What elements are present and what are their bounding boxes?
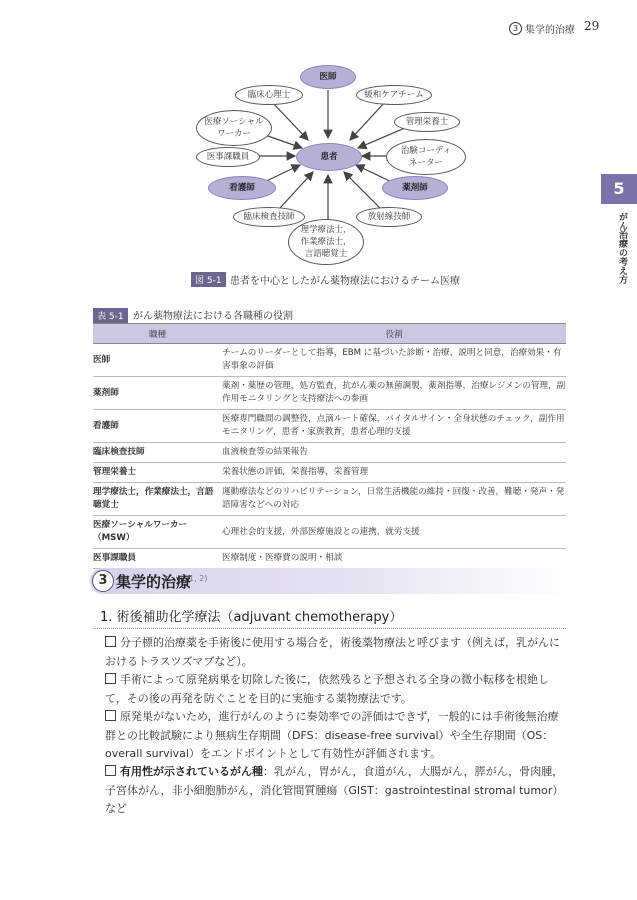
arrow-psych [272,102,308,140]
figure-label: 図 5-1 [191,272,226,287]
bullet-item: 手術によって原発病巣を切除した後に，依然残ると予想される全身の微小転移を根絶して，その後の再発を防ぐことを目的に実施する薬物療法です。 [105,673,549,705]
node-crc: 治験コーディ ネーター [386,139,466,175]
header-section-number: 3 [509,22,522,35]
node-radiology-technician: 放射線技師 [356,207,422,227]
table-header-duty: 役割 [222,324,566,344]
page-number: 29 [584,19,600,33]
chapter-tab-title: がん治療の考え方 [617,212,627,284]
arrow-palliative [350,102,385,140]
checkbox-icon [105,765,116,776]
subsection-title: 1. 術後補助化学療法（adjuvant chemotherapy） [100,610,403,625]
node-rehab-therapists: 理学療法士， 作業療法士， 言語聴覚士 [288,219,364,265]
table-label: 表 5-1 [93,308,128,323]
node-patient: 患者 [296,143,362,171]
bullet-lead: 有用性が示されているがん種 [120,765,263,778]
node-nurse: 看護師 [208,176,276,200]
arrow-labtech [280,172,313,208]
figure-caption: 患者を中心としたがん薬物療法におけるチーム医療 [230,276,460,287]
table-row: 医師 チームのリーダーとして指導，EBM に基づいた診断・治療，説明と同意，治療効果・有害事象の評価 [93,344,566,377]
checkbox-icon [105,673,116,684]
arrow-msw [265,135,302,148]
bullet-item: 有用性が示されているがん種：乳がん，胃がん，食道がん，大腸がん，膵がん，骨肉腫，子宮体がん，非小細胞肺がん，消化管間質腫瘍（GIST：gastrointestinal stromal tumor）など [105,765,564,815]
section-references: 1, 2) [189,574,208,583]
checkbox-icon [105,710,116,721]
node-pharmacist: 薬剤師 [382,176,448,200]
table-row: 管理栄養士 栄養状態の評価，栄養指導，栄養管理 [93,463,566,483]
header-section-title: 集学的治療 [525,25,575,36]
table-row: 薬剤師 薬剤・薬歴の管理，処方監査，抗がん薬の無菌調製，薬剤指導，治療レジメンの管理，副作用モニタリングと支持療法への参画 [93,377,566,410]
bullet-item: 原発巣がないため，進行がんのように奏効率での評価はできず，一般的には手術後無治療群との比較試験により無病生存期間（DFS：disease-free survival）や全生存期間（OS：overall survival）をエンドポイントとして有効性が評価されます。 [105,710,559,760]
table-title: がん薬物療法における各職種の役割 [133,311,293,322]
node-doctor: 医師 [300,65,356,89]
node-dietitian: 管理栄養士 [394,112,460,132]
node-medical-clerk: 医事課職員 [196,147,260,167]
table-header-role: 職種 [93,324,222,344]
dotted-divider [93,628,566,629]
node-social-worker: 医療ソーシャル ワーカー [196,110,272,146]
bullet-item: 分子標的治療薬を手術後に使用する場合を，術後薬物療法と呼びます（例えば，乳がんにおけるトラスツズマブなど）。 [105,636,560,668]
table-row: 臨床検査技師 血液検査等の結果報告 [93,443,566,463]
table-row: 医療ソーシャルワーカー（MSW） 心理社会的支援，外部医療施設との連携，就労支援 [93,516,566,549]
chapter-tab: 5 [601,174,637,204]
checkbox-icon [105,636,116,647]
roles-table [93,323,566,569]
table-row: 看護師 医療専門職間の調整役，点滴ルート確保，バイタルサイン・全身状態のチェック，副作用モニタリング，患者・家族教育，患者心理的支援 [93,410,566,443]
table-row: 医事課職員 医療制度・医療費の説明・相談 [93,549,566,569]
section-title: 集学的治療 [116,573,192,591]
section-number: 3 [92,570,114,592]
arrow-radtech [344,172,380,208]
table-row: 理学療法士，作業療法士，言語聴覚士 運動療法などのリハビリテーション，日常生活機能の維持・回復・改善，難聴・発声・発語障害などへの対応 [93,483,566,516]
node-clinical-psychologist: 臨床心理士 [235,85,303,105]
node-palliative-team: 緩和ケアチーム [356,85,432,105]
node-lab-technician: 臨床検査技師 [233,207,305,227]
